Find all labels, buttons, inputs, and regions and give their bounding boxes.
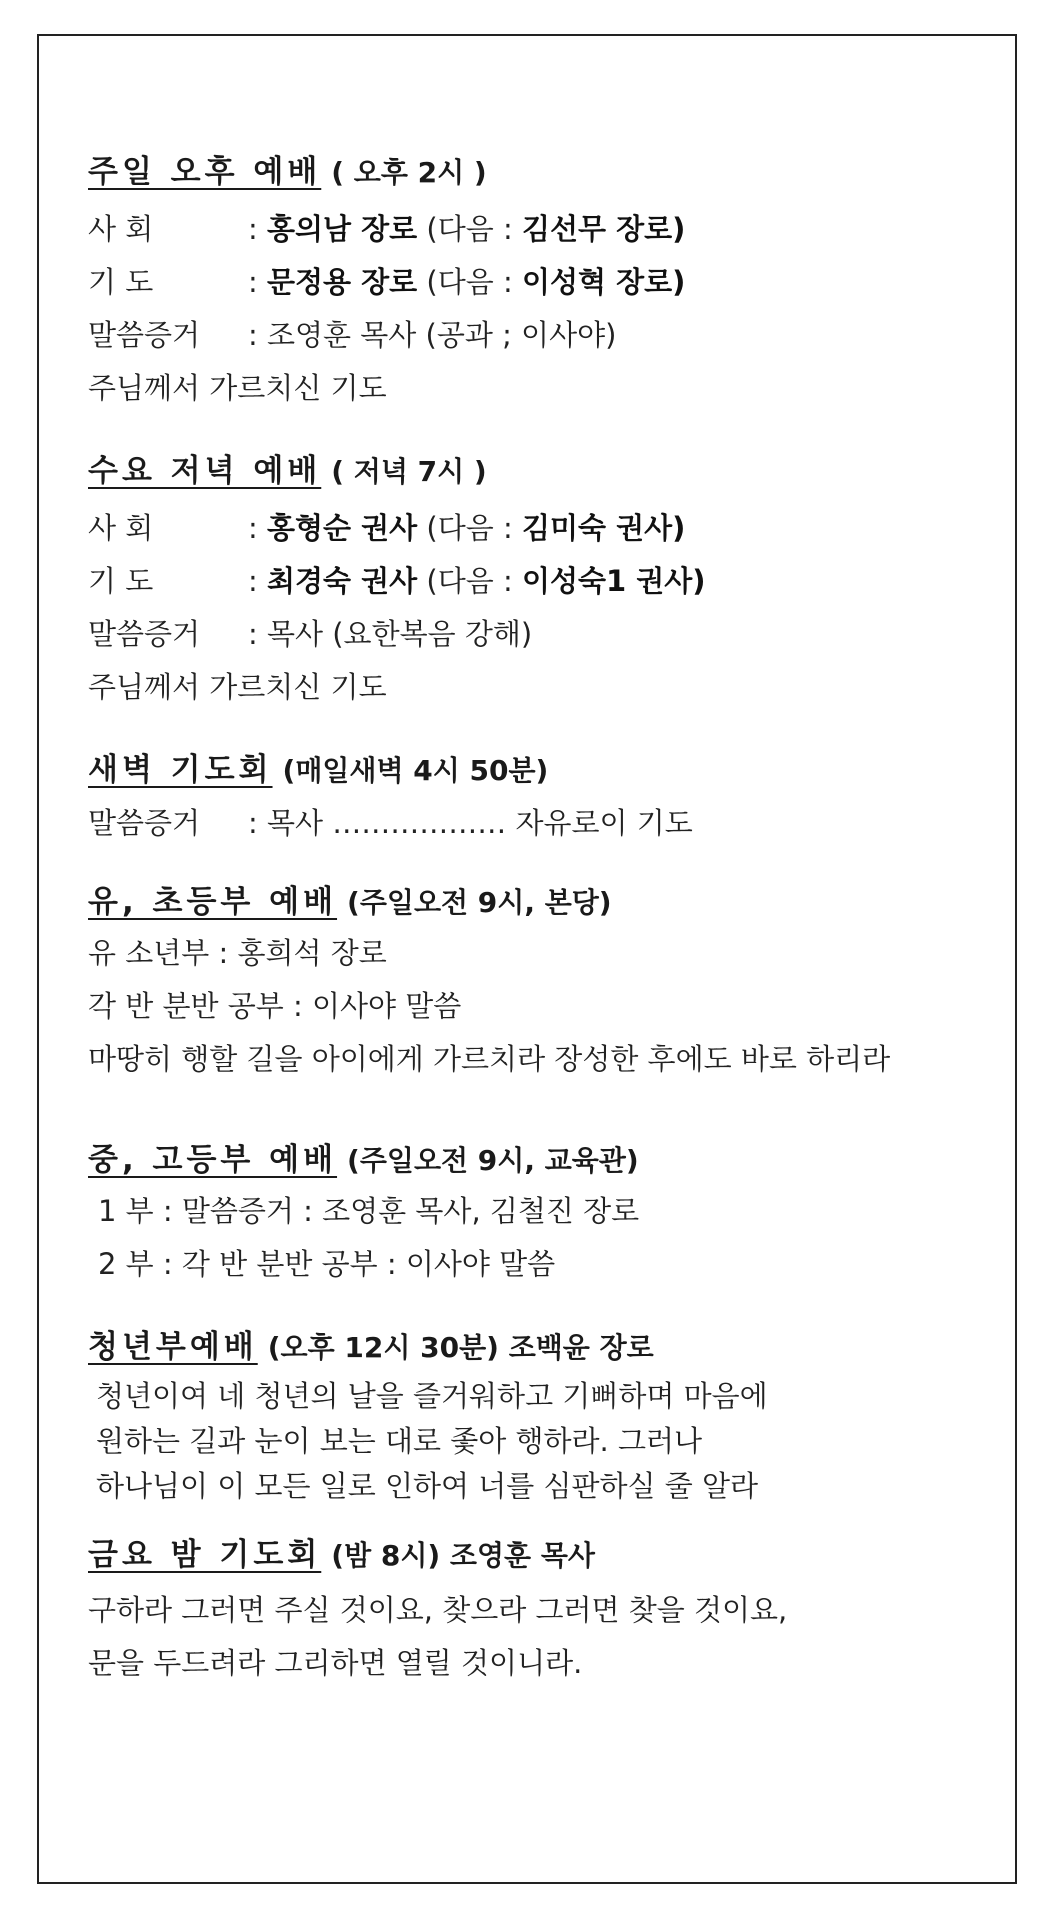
section-time: (주일오전 9시, 교육관) xyxy=(347,1144,639,1177)
host-line: 사 회 : 홍형순 권사 (다음 : 김미숙 권사) xyxy=(88,502,988,555)
verse-line: 원하는 길과 눈이 보는 대로 좇아 행하라. 그러나 xyxy=(96,1424,703,1458)
section-children xyxy=(88,882,988,1086)
section-heading xyxy=(88,882,988,923)
closing-prayer: 주님께서 가르치신 기도 xyxy=(88,670,387,704)
section-heading xyxy=(88,451,988,492)
sermon-label: 말씀증거 xyxy=(88,806,201,840)
sermon-text: 목사 (요한복음 강해) xyxy=(267,617,533,651)
prayer-next-prefix: (다음 : xyxy=(426,265,513,299)
verse-line: 구하라 그러면 주실 것이요, 찾으라 그러면 찾을 것이요, xyxy=(88,1593,788,1627)
host-label: 사 회 xyxy=(88,212,154,246)
prayer-line: 기 도 : 최경숙 권사 (다음 : 이성숙1 권사) xyxy=(88,555,988,608)
section-wednesday-evening xyxy=(88,451,988,714)
sermon-line: 말씀증거 : 목사 ……………… 자유로이 기도 xyxy=(88,797,988,850)
section-heading xyxy=(88,1140,988,1181)
section-time: (주일오전 9시, 본당) xyxy=(347,886,612,919)
section-heading xyxy=(88,750,988,791)
text-line: 2 부 : 각 반 분반 공부 : 이사야 말씀 xyxy=(98,1247,556,1281)
section-title: 청년부예배 xyxy=(88,1329,258,1365)
section-heading xyxy=(88,1535,988,1576)
section-young-adults xyxy=(88,1327,988,1509)
section-youth xyxy=(88,1140,988,1291)
prayer-label: 기 도 xyxy=(88,265,154,299)
section-time: (오후 12시 30분) 조백윤 장로 xyxy=(267,1331,654,1364)
section-friday-night xyxy=(88,1535,988,1690)
host-next-name: 김미숙 권사) xyxy=(521,511,686,545)
prayer-next-name: 이성숙1 권사) xyxy=(521,564,706,598)
sermon-line: 말씀증거 : 조영훈 목사 (공과 ; 이사야) xyxy=(88,309,988,362)
section-title: 수요 저녁 예배 xyxy=(88,453,322,489)
prayer-next-name: 이성혁 장로) xyxy=(521,265,686,299)
host-name: 홍형순 권사 xyxy=(267,511,418,545)
section-title: 새벽 기도회 xyxy=(88,752,273,788)
section-dawn-prayer xyxy=(88,750,988,850)
host-next-prefix: (다음 : xyxy=(426,212,513,246)
host-label: 사 회 xyxy=(88,511,154,545)
section-time: (밤 8시) 조영훈 목사 xyxy=(331,1539,595,1572)
verse-line: 문을 두드려라 그리하면 열릴 것이니라. xyxy=(88,1646,583,1680)
prayer-next-prefix: (다음 : xyxy=(426,564,513,598)
host-next-prefix: (다음 : xyxy=(426,511,513,545)
prayer-name: 최경숙 권사 xyxy=(267,564,418,598)
sermon-label: 말씀증거 xyxy=(88,617,201,651)
sermon-label: 말씀증거 xyxy=(88,318,201,352)
host-name: 홍의남 장로 xyxy=(267,212,418,246)
section-time: (매일새벽 4시 50분) xyxy=(282,754,549,787)
sermon-text: 목사 ……………… 자유로이 기도 xyxy=(267,806,693,840)
verse-line: 청년이여 네 청년의 날을 즐거워하고 기뻐하며 마음에 xyxy=(96,1379,768,1413)
section-time: ( 저녁 7시 ) xyxy=(331,455,487,488)
section-sunday-afternoon xyxy=(88,152,988,415)
verse-line: 하나님이 이 모든 일로 인하여 너를 심판하실 줄 알라 xyxy=(96,1469,759,1503)
prayer-label: 기 도 xyxy=(88,564,154,598)
section-title: 주일 오후 예배 xyxy=(88,154,322,190)
host-next-name: 김선무 장로) xyxy=(521,212,686,246)
section-heading xyxy=(88,1327,988,1368)
section-title: 중, 고등부 예배 xyxy=(88,1142,338,1178)
prayer-name: 문정용 장로 xyxy=(267,265,418,299)
text-line: 각 반 분반 공부 : 이사야 말씀 xyxy=(88,989,462,1023)
host-line: 사 회 : 홍의남 장로 (다음 : 김선무 장로) xyxy=(88,203,988,256)
section-title: 유, 초등부 예배 xyxy=(88,884,338,920)
section-title: 금요 밤 기도회 xyxy=(88,1537,322,1573)
section-heading xyxy=(88,152,988,193)
sermon-text: 조영훈 목사 (공과 ; 이사야) xyxy=(267,318,617,352)
sermon-line: 말씀증거 : 목사 (요한복음 강해) xyxy=(88,608,988,661)
prayer-line: 기 도 : 문정용 장로 (다음 : 이성혁 장로) xyxy=(88,256,988,309)
worship-schedule xyxy=(88,152,988,1690)
verse-line: 마땅히 행할 길을 아이에게 가르치라 장성한 후에도 바로 하리라 xyxy=(88,1042,891,1076)
section-time: ( 오후 2시 ) xyxy=(331,156,487,189)
text-line: 1 부 : 말씀증거 : 조영훈 목사, 김철진 장로 xyxy=(98,1194,640,1228)
text-line: 유 소년부 : 홍희석 장로 xyxy=(88,936,387,970)
closing-prayer: 주님께서 가르치신 기도 xyxy=(88,371,387,405)
